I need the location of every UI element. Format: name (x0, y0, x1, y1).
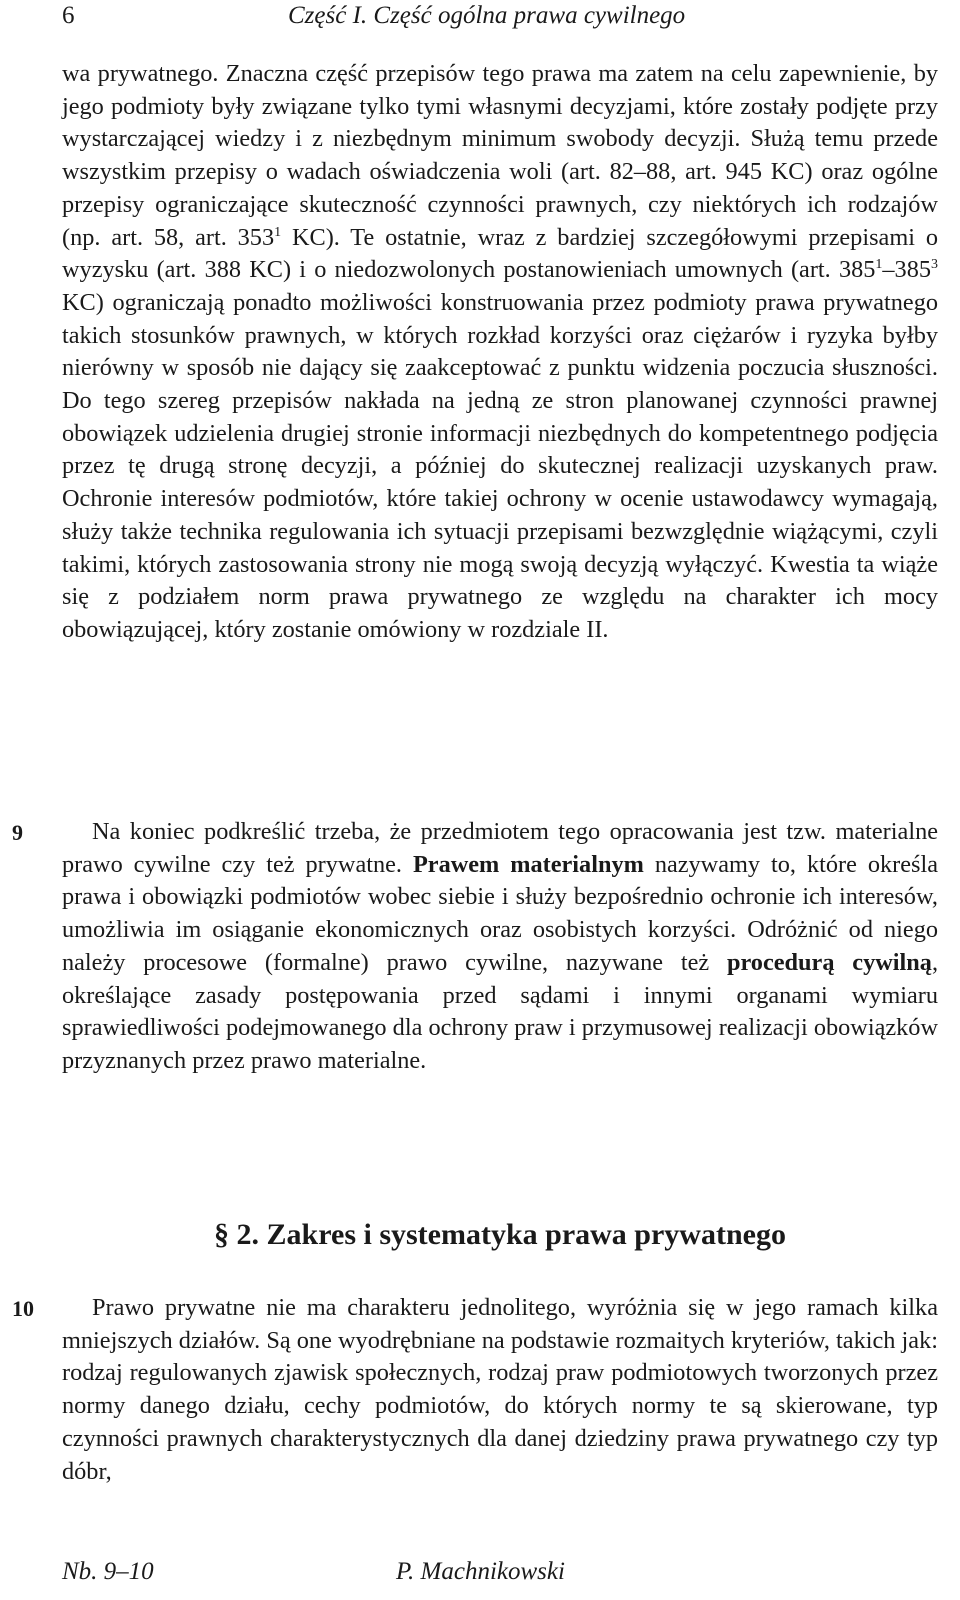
footer-author: P. Machnikowski (396, 1558, 565, 1585)
running-title: Część I. Część ogólna prawa cywilnego (288, 2, 686, 29)
paragraph-9-text: Na koniec podkreślić trzeba, że przedmiotem tego opracowania jest tzw. materialne prawo cywilne czy też prywatne. Prawem materialnym nazywamy to, które określa prawa i obowiązki podmiotów wobec siebie i służy bezpośrednio ochronie ich interesów, umożliwia im osiąganie ekonomicznych oraz osobistych korzyści. Odróżnić od niego należy procesowe (formalne) prawo cywilne, nazywane też procedurą cywilną, określające zasady postępowania przed sądami i innymi organami wymiaru sprawiedliwości podejmowanego dla ochrony praw i przymusowej realizacji obowiązków przyznanych przez prawo materialne. (62, 818, 939, 1074)
page-header (62, 0, 942, 32)
paragraph-continuation (62, 58, 938, 647)
margin-number-10: 10 (12, 1296, 34, 1321)
page-number: 6 (62, 2, 75, 29)
term-civil-procedure: procedurą cywilną (726, 948, 932, 976)
term-material-law: Prawem materialnym (412, 850, 644, 878)
margin-number-9: 9 (12, 820, 23, 845)
continuation-text: wa prywatnego. Znaczna część przepisów tego prawa ma zatem na celu zapewnienie, by jego podmioty były związane tylko tymi własnymi decyzjami, które zostały podjęte przy wystarczającej wiedzy i z niezbędnym minimum swobody decyzji. Służą temu przede wszystkim przepisy o wadach oświadczenia woli (art. 82–88, art. 945 KC) oraz ogólne przepisy ograniczające skuteczność czynności prawnych, czy niektórych ich rodzajów (np. art. 58, art. $353^1$ KC). Te ostatnie, wraz z bardziej szczegółowymi przepisami o wyzysku (art. 388 KC) i o niedozwolonych postanowieniach umownych (art. $385^1-385^3$ KC) ograniczają ponadto możliwości konstruowania przez podmioty prawa prywatnego takich stosunków prawnych, w których rozkład korzyści oraz ciężarów i ryzyka byłby nierówny w sposób nie dający się zaakceptować z punktu widzenia poczucia słuszności. Do tego szereg przepisów nakłada na jedną ze stron planowanej czynności prawnej obowiązek udzielenia drugiej stronie informacji niezbędnych do kompetentnego podjęcia przez tę drugą stronę decyzji, a później do skutecznej realizacji uzyskanych praw. Ochronie interesów podmiotów, które takiej ochrony w ocenie ustawodawcy wymagają, służy także technika regulowania ich sytuacji przepisami bezwzględnie wiążącymi, czyli takimi, których zastosowania strony nie mogą swoją decyzją wyłączyć. Kwestia ta wiąże się z podziałem norm prawa prywatnego ze względu na charakter ich mocy obowiązującej, który zostanie omówiony w rozdziale II. (62, 60, 938, 643)
paragraph-10-text: Prawo prywatne nie ma charakteru jednolitego, wyróżnia się w jego ramach kilka mniejszych działów. Są one wyodrębniane na podstawie rozmaitych kryteriów, takich jak: rodzaj regulowanych zjawisk społecznych, rodzaj praw podmiotowych tworzonych przez normy danego działu, cechy podmiotów, do których normy te są skierowane, typ czynności prawnych charakterystycznych dla danej dziedziny prawa prywatnego czy typ dóbr, (62, 1294, 938, 1485)
paragraph-9 (62, 816, 938, 1078)
footer-margin-ref: Nb. 9–10 (62, 1558, 154, 1585)
page-footer (62, 1558, 942, 1594)
section-title: § 2. Zakres i systematyka prawa prywatnego (214, 1218, 786, 1251)
paragraph-10 (62, 1292, 938, 1488)
